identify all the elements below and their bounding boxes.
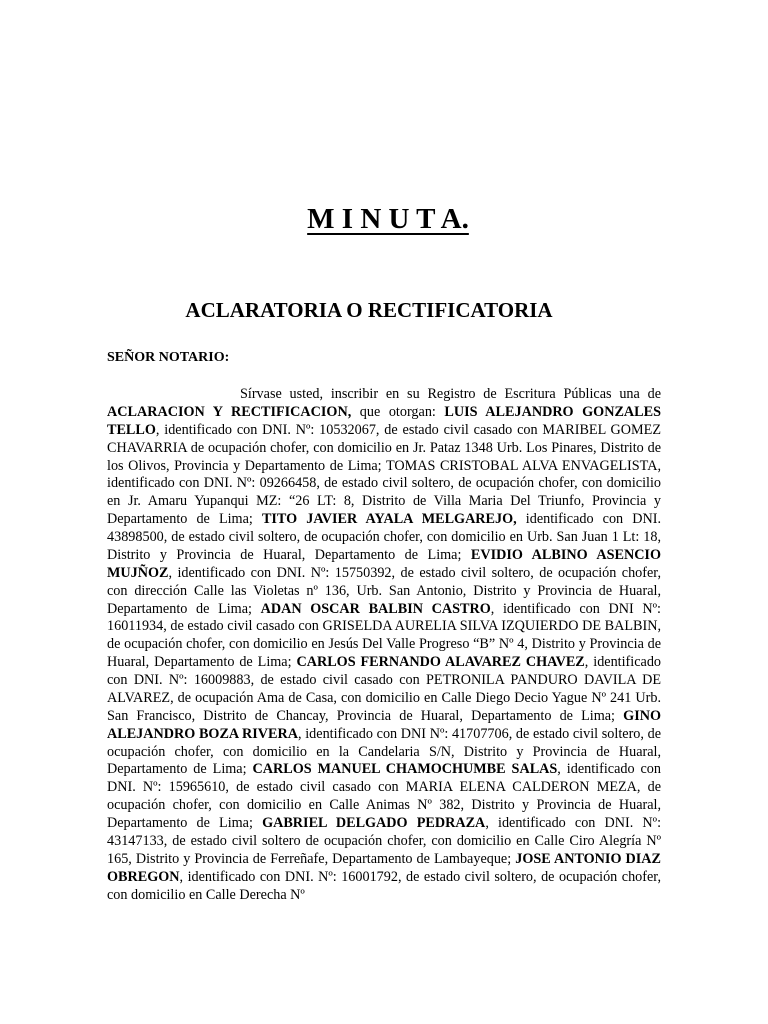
text-segment: , identificado con DNI. Nº: 15965610, de estado civil casado con MARIA ELENA CALDERON MEZA, de ocupación chofer, con domicilio en Calle Animas Nº 382, Distrito y Provincia de Huaral, Departamento de Lima;: [107, 761, 661, 831]
text-segment: , identificado con DNI. Nº: 16009883, de estado civil casado con PETRONILA PANDURO DAVILA DE ALVAREZ, de ocupación Ama de Casa, con domicilio en Calle Diego Decio Yague Nº 241 Urb. San Francisco, Distrito de Chancay, Provincia de Huaral, Departamento de Lima;: [107, 654, 662, 724]
text-segment: Sírvase usted, inscribir en su Registro de Escritura Públicas una de: [240, 386, 661, 402]
text-segment: identificado con DNI. 43898500, de estado civil soltero, de ocupación chofer, con domicilio en Urb. San Juan 1 Lt: 18, Distrito y Provincia de Huaral, Departamento de Lima;: [107, 511, 662, 563]
party-name: CARLOS MANUEL CHAMOCHUMBE SALAS: [252, 761, 558, 778]
document-title: [0, 199, 768, 239]
text-segment: , identificado con DNI. Nº: 43147133, de estado civil soltero de ocupación chofer, con domicilio en Calle Ciro Alegría Nº 165, Distrito y Provincia de Ferreñafe, Departamento de Lambayeque;: [107, 815, 662, 867]
text-segment: , identificado con DNI Nº: 16011934, de estado civil casado con GRISELDA AURELIA SILVA IZQUIERDO DE BALBIN, de ocupación chofer, con domicilio en Jesús Del Valle Progreso “B” Nº 4, Distrito y Provincia de Huaral, Departamento de Lima;: [107, 600, 661, 671]
document-subtitle: ACLARATORIA O RECTIFICATORIA: [185, 298, 553, 322]
body-paragraph: [107, 386, 661, 904]
party-name: JOSE ANTONIO DIAZ OBREGON: [107, 850, 662, 885]
party-name: CARLOS FERNANDO ALAVAREZ CHAVEZ: [296, 654, 585, 671]
act-name: ACLARACION Y RECTIFICACION,: [107, 403, 352, 420]
text-segment: , identificado con DNI. Nº: 15750392, de estado civil soltero, de ocupación chofer, con dirección Calle las Violetas nº 136, Urb. San Antonio, Distrito y Provincia de Huaral, Departamento de Lima;: [107, 564, 661, 617]
salutation: SEÑOR NOTARIO:: [107, 350, 230, 365]
text-segment: , identificado con DNI. Nº: 16001792, de estado civil soltero, de ocupación chofer, con domicilio en Calle Derecha Nº: [107, 868, 661, 903]
party-name: GINO ALEJANDRO BOZA RIVERA: [107, 707, 661, 742]
party-name: EVIDIO ALBINO ASENCIO MUJÑOZ: [107, 546, 661, 581]
party-name: ADAN OSCAR BALBIN CASTRO: [260, 600, 491, 617]
party-name: GABRIEL DELGADO PEDRAZA: [262, 815, 486, 831]
text-segment: , identificado con DNI. Nº: 10532067, de estado civil casado con MARIBEL GOMEZ CHAVARRIA de ocupación chofer, con domicilio en Jr. Pataz 1348 Urb. Los Pinares, Distrito de los Olivos, Provincia y Departamento de Lima; TOMAS CRISTOBAL ALVA ENVAGELISTA, identificado con DNI. Nº: 09266458, de estado civil soltero, de ocupación chofer, con domicilio en Jr. Amaru Yupanqui MZ: “26 LT: 8, Distrito de Villa Maria Del Triunfo, Provincia y Departamento de Lima;: [107, 421, 661, 528]
document-title-text: M I N U T A.: [307, 203, 469, 235]
party-name: LUIS ALEJANDRO GONZALES TELLO: [107, 403, 661, 438]
text-segment: , identificado con DNI Nº: 41707706, de estado civil soltero, de ocupación chofer, con domicilio en la Candelaria S/N, Distrito y Provincia de Huaral, Departamento de Lima;: [107, 725, 661, 778]
text-segment: que otorgan:: [351, 403, 445, 420]
party-name: TITO JAVIER AYALA MELGAREJO,: [261, 511, 517, 528]
